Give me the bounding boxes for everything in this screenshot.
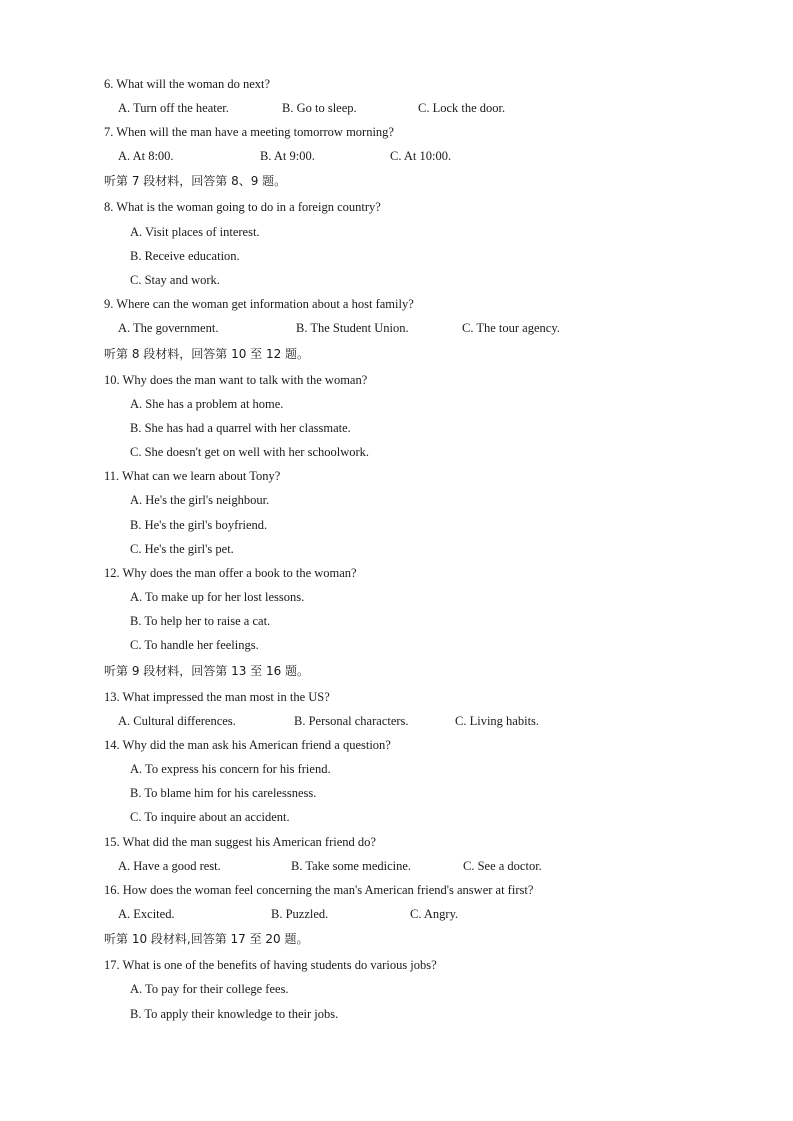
question-13: 13. What impressed the man most in the US? xyxy=(104,690,330,704)
question-8-option-a: A. Visit places of interest. xyxy=(130,225,260,239)
section-heading-7: 听第 7 段材料，回答第 8、9 题。 xyxy=(104,174,287,188)
option-c: C. The tour agency. xyxy=(462,321,560,335)
question-8-option-c: C. Stay and work. xyxy=(130,273,220,287)
question-8: 8. What is the woman going to do in a foreign country? xyxy=(104,200,381,214)
option-c: C. At 10:00. xyxy=(390,149,452,163)
option-c: C. Angry. xyxy=(410,907,459,921)
question-10-option-c: C. She doesn't get on well with her schoolwork. xyxy=(130,445,370,459)
option-a: A. The government. xyxy=(118,321,219,335)
question-17-option-b: B. To apply their knowledge to their jobs. xyxy=(130,1007,339,1021)
question-7-options xyxy=(118,148,718,164)
question-12-option-a: A. To make up for her lost lessons. xyxy=(130,590,305,604)
option-c: C. Lock the door. xyxy=(418,101,506,115)
option-b: B. The Student Union. xyxy=(296,321,409,335)
question-17: 17. What is one of the benefits of having students do various jobs? xyxy=(104,958,437,972)
option-a: A. At 8:00. xyxy=(118,149,174,163)
question-11: 11. What can we learn about Tony? xyxy=(104,469,281,483)
question-8-option-b: B. Receive education. xyxy=(130,249,240,263)
question-6-options xyxy=(118,100,718,116)
option-a: A. Turn off the heater. xyxy=(118,101,229,115)
question-12-option-c: C. To handle her feelings. xyxy=(130,638,259,652)
question-11-option-a: A. He's the girl's neighbour. xyxy=(130,493,270,507)
question-16-options xyxy=(118,906,718,922)
question-14-option-b: B. To blame him for his carelessness. xyxy=(130,786,317,800)
question-15: 15. What did the man suggest his American friend do? xyxy=(104,835,376,849)
question-9: 9. Where can the woman get information about a host family? xyxy=(104,297,414,311)
question-14-option-a: A. To express his concern for his friend. xyxy=(130,762,331,776)
question-10-option-b: B. She has had a quarrel with her classmate. xyxy=(130,421,351,435)
section-heading-9: 听第 9 段材料，回答第 13 至 16 题。 xyxy=(104,664,310,678)
option-a: A. Have a good rest. xyxy=(118,859,221,873)
question-10-option-a: A. She has a problem at home. xyxy=(130,397,284,411)
option-b: B. Go to sleep. xyxy=(282,101,357,115)
option-b: B. Personal characters. xyxy=(294,714,409,728)
option-b: B. At 9:00. xyxy=(260,149,315,163)
question-13-options xyxy=(118,713,718,729)
option-c: C. Living habits. xyxy=(455,714,540,728)
question-12: 12. Why does the man offer a book to the woman? xyxy=(104,566,357,580)
question-17-option-a: A. To pay for their college fees. xyxy=(130,982,289,996)
option-b: B. Puzzled. xyxy=(271,907,329,921)
question-14: 14. Why did the man ask his American friend a question? xyxy=(104,738,391,752)
question-14-option-c: C. To inquire about an accident. xyxy=(130,810,290,824)
option-b: B. Take some medicine. xyxy=(291,859,412,873)
option-a: A. Excited. xyxy=(118,907,175,921)
question-9-options xyxy=(118,320,718,336)
section-heading-10: 听第 10 段材料,回答第 17 至 20 题。 xyxy=(104,932,309,946)
question-6: 6. What will the woman do next? xyxy=(104,77,271,91)
question-10: 10. Why does the man want to talk with the woman? xyxy=(104,373,368,387)
section-heading-8: 听第 8 段材料，回答第 10 至 12 题。 xyxy=(104,347,310,361)
question-16: 16. How does the woman feel concerning the man's American friend's answer at first? xyxy=(104,883,534,897)
question-11-option-b: B. He's the girl's boyfriend. xyxy=(130,518,268,532)
question-11-option-c: C. He's the girl's pet. xyxy=(130,542,234,556)
question-12-option-b: B. To help her to raise a cat. xyxy=(130,614,271,628)
option-c: C. See a doctor. xyxy=(463,859,542,873)
option-a: A. Cultural differences. xyxy=(118,714,236,728)
question-7: 7. When will the man have a meeting tomorrow morning? xyxy=(104,125,394,139)
question-15-options xyxy=(118,858,718,874)
